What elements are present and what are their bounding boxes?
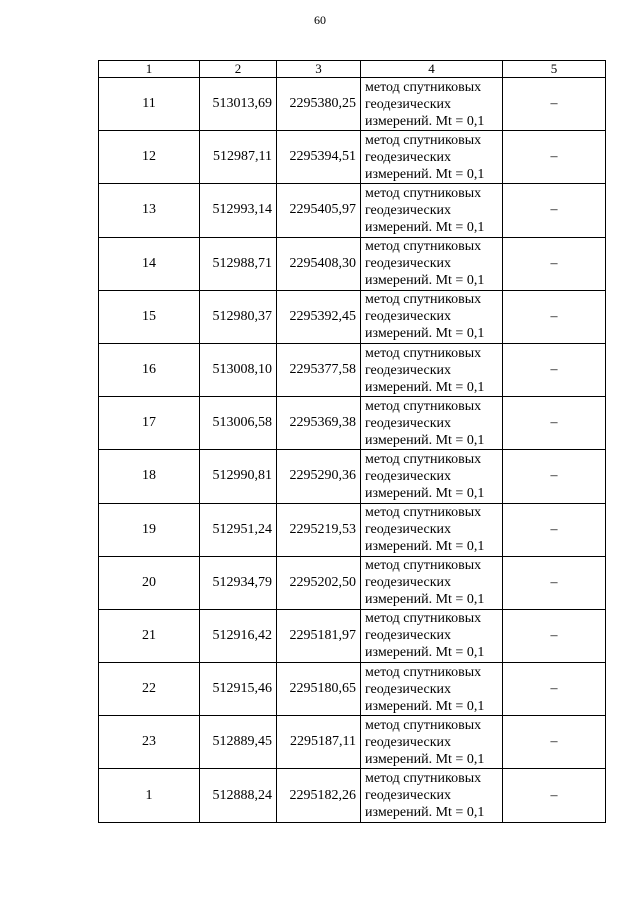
y-coordinate-cell: 2295377,58: [277, 343, 361, 396]
y-coordinate-cell: 2295182,26: [277, 769, 361, 822]
y-coordinate-cell: 2295408,30: [277, 237, 361, 290]
table-row: [99, 184, 606, 237]
x-coordinate-cell: 512916,42: [200, 609, 277, 662]
method-line: метод спутниковых: [365, 79, 482, 95]
method-cell: [361, 663, 503, 716]
method-line: метод спутниковых: [365, 239, 482, 255]
table-row: [99, 503, 606, 556]
x-coordinate-cell: 512951,24: [200, 503, 277, 556]
y-coordinate-cell: 2295392,45: [277, 290, 361, 343]
method-line: измерений. Mt = 0,1: [365, 432, 485, 448]
y-coordinate-cell: 2295405,97: [277, 184, 361, 237]
method-line: геодезических: [365, 149, 452, 165]
method-cell: [361, 184, 503, 237]
method-cell: [361, 131, 503, 184]
point-number-cell: 1: [99, 769, 200, 822]
note-cell: –: [503, 131, 606, 184]
method-line: измерений. Mt = 0,1: [365, 751, 485, 767]
method-cell: [361, 290, 503, 343]
method-cell: [361, 609, 503, 662]
method-line: метод спутниковых: [365, 505, 482, 521]
y-coordinate-cell: 2295394,51: [277, 131, 361, 184]
method-line: геодезических: [365, 734, 452, 750]
point-number-cell: 11: [99, 78, 200, 131]
point-number-cell: 21: [99, 609, 200, 662]
point-number-cell: 12: [99, 131, 200, 184]
point-number-cell: 19: [99, 503, 200, 556]
x-coordinate-cell: 513006,58: [200, 397, 277, 450]
method-line: метод спутниковых: [365, 345, 482, 361]
method-line: измерений. Mt = 0,1: [365, 379, 485, 395]
method-line: метод спутниковых: [365, 398, 482, 414]
x-coordinate-cell: 512888,24: [200, 769, 277, 822]
method-line: измерений. Mt = 0,1: [365, 166, 485, 182]
note-cell: –: [503, 343, 606, 396]
note-cell: –: [503, 237, 606, 290]
method-line: геодезических: [365, 575, 452, 591]
point-number-cell: 20: [99, 556, 200, 609]
x-coordinate-cell: 512987,11: [200, 131, 277, 184]
table-row: [99, 663, 606, 716]
method-line: геодезических: [365, 628, 452, 644]
x-coordinate-cell: 512988,71: [200, 237, 277, 290]
x-coordinate-cell: 512934,79: [200, 556, 277, 609]
method-line: измерений. Mt = 0,1: [365, 113, 485, 129]
y-coordinate-cell: 2295180,65: [277, 663, 361, 716]
note-cell: –: [503, 397, 606, 450]
y-coordinate-cell: 2295369,38: [277, 397, 361, 450]
method-line: геодезических: [365, 788, 452, 804]
method-cell: [361, 450, 503, 503]
note-cell: –: [503, 609, 606, 662]
note-cell: –: [503, 184, 606, 237]
table-row: [99, 343, 606, 396]
point-number-cell: 22: [99, 663, 200, 716]
x-coordinate-cell: 512980,37: [200, 290, 277, 343]
point-number-cell: 17: [99, 397, 200, 450]
point-number-cell: 13: [99, 184, 200, 237]
note-cell: –: [503, 290, 606, 343]
point-number-cell: 23: [99, 716, 200, 769]
method-line: геодезических: [365, 522, 452, 538]
method-line: метод спутниковых: [365, 664, 482, 680]
coordinates-table: [98, 60, 606, 823]
header-col-4: 4: [361, 61, 503, 78]
method-line: метод спутниковых: [365, 771, 482, 787]
table-body: [99, 78, 606, 823]
method-cell: [361, 503, 503, 556]
method-cell: [361, 78, 503, 131]
method-line: геодезических: [365, 202, 452, 218]
method-line: измерений. Mt = 0,1: [365, 219, 485, 235]
note-cell: –: [503, 78, 606, 131]
header-row: [99, 61, 606, 78]
table-row: [99, 769, 606, 822]
point-number-cell: 14: [99, 237, 200, 290]
x-coordinate-cell: 512889,45: [200, 716, 277, 769]
header-col-3: 3: [277, 61, 361, 78]
header-col-1: 1: [99, 61, 200, 78]
method-line: геодезических: [365, 681, 452, 697]
method-cell: [361, 237, 503, 290]
method-line: измерений. Mt = 0,1: [365, 592, 485, 608]
method-cell: [361, 769, 503, 822]
y-coordinate-cell: 2295202,50: [277, 556, 361, 609]
x-coordinate-cell: 513013,69: [200, 78, 277, 131]
header-col-5: 5: [503, 61, 606, 78]
x-coordinate-cell: 512990,81: [200, 450, 277, 503]
x-coordinate-cell: 512993,14: [200, 184, 277, 237]
method-line: измерений. Mt = 0,1: [365, 645, 485, 661]
method-line: геодезических: [365, 256, 452, 272]
method-line: метод спутниковых: [365, 185, 482, 201]
method-line: измерений. Mt = 0,1: [365, 805, 485, 821]
method-line: геодезических: [365, 309, 452, 325]
table-row: [99, 609, 606, 662]
method-line: измерений. Mt = 0,1: [365, 326, 485, 342]
header-col-2: 2: [200, 61, 277, 78]
method-line: измерений. Mt = 0,1: [365, 485, 485, 501]
method-cell: [361, 556, 503, 609]
y-coordinate-cell: 2295290,36: [277, 450, 361, 503]
table-row: [99, 131, 606, 184]
note-cell: –: [503, 769, 606, 822]
method-line: геодезических: [365, 96, 452, 112]
method-line: метод спутниковых: [365, 717, 482, 733]
method-line: геодезических: [365, 415, 452, 431]
method-line: метод спутниковых: [365, 558, 482, 574]
method-cell: [361, 397, 503, 450]
point-number-cell: 15: [99, 290, 200, 343]
point-number-cell: 18: [99, 450, 200, 503]
table-row: [99, 237, 606, 290]
note-cell: –: [503, 663, 606, 716]
note-cell: –: [503, 556, 606, 609]
method-cell: [361, 716, 503, 769]
method-line: геодезических: [365, 362, 452, 378]
method-line: метод спутниковых: [365, 292, 482, 308]
x-coordinate-cell: 512915,46: [200, 663, 277, 716]
y-coordinate-cell: 2295380,25: [277, 78, 361, 131]
method-line: метод спутниковых: [365, 451, 482, 467]
y-coordinate-cell: 2295219,53: [277, 503, 361, 556]
y-coordinate-cell: 2295181,97: [277, 609, 361, 662]
method-line: измерений. Mt = 0,1: [365, 698, 485, 714]
method-line: геодезических: [365, 468, 452, 484]
note-cell: –: [503, 450, 606, 503]
table-row: [99, 397, 606, 450]
method-line: метод спутниковых: [365, 611, 482, 627]
point-number-cell: 16: [99, 343, 200, 396]
table-row: [99, 450, 606, 503]
page-number: 60: [314, 13, 326, 27]
table-row: [99, 716, 606, 769]
method-line: метод спутниковых: [365, 132, 482, 148]
table-row: [99, 78, 606, 131]
method-line: измерений. Mt = 0,1: [365, 273, 485, 289]
table-row: [99, 290, 606, 343]
y-coordinate-cell: 2295187,11: [277, 716, 361, 769]
note-cell: –: [503, 716, 606, 769]
table-row: [99, 556, 606, 609]
x-coordinate-cell: 513008,10: [200, 343, 277, 396]
note-cell: –: [503, 503, 606, 556]
method-line: измерений. Mt = 0,1: [365, 539, 485, 555]
method-cell: [361, 343, 503, 396]
